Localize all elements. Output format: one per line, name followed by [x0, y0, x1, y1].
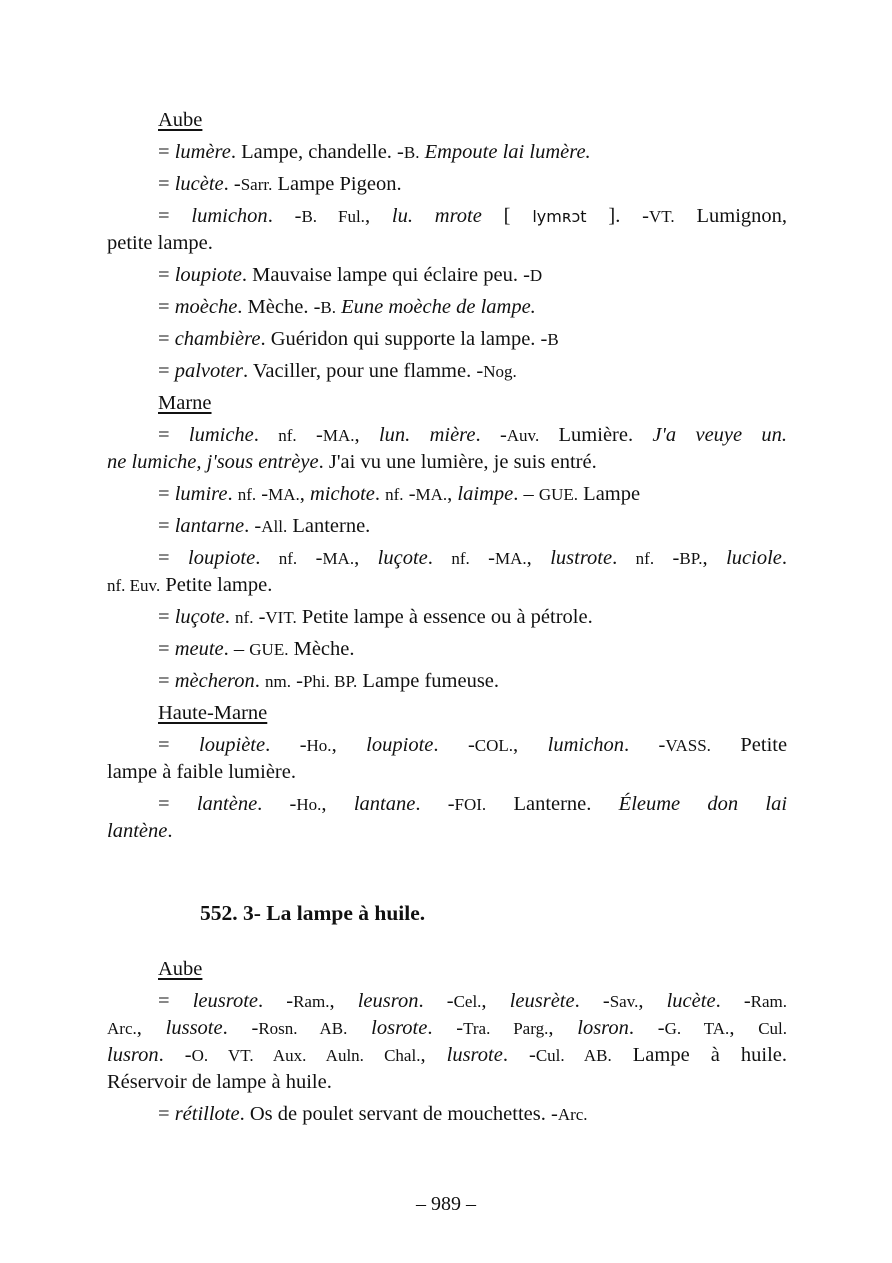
entries-bottom: [107, 955, 787, 1132]
source-abbr: VT.: [649, 207, 675, 226]
headword: lucète: [666, 990, 716, 1012]
headword: chambière: [174, 328, 261, 350]
source-abbr: Ram.: [293, 992, 330, 1011]
headword: laimpe: [457, 483, 514, 505]
source-abbr: O. VT. Aux. Auln. Chal.: [191, 1046, 421, 1065]
source-abbr: MA.: [268, 485, 300, 504]
entry-palvoter: = palvoter. Vaciller, pour une flamme. -Nog.: [158, 360, 517, 382]
entry-loupiete-cont: lampe à faible lumière.: [107, 761, 296, 783]
entry-moeche: = moèche. Mèche. -B. Eune moèche de lampe.: [158, 296, 536, 318]
headword: leusrote: [192, 990, 258, 1012]
source-abbr: Arc.: [557, 1105, 588, 1124]
source-abbr: COL.: [474, 736, 514, 755]
source-abbr: B: [547, 330, 559, 349]
gender-abbr: nf.: [451, 549, 470, 568]
entry-loupiote-2-cont: nf. Euv. Petite lampe.: [107, 574, 273, 596]
entry-loupiete: = loupiète. -Ho., loupiote. -COL., lumichon. -VASS. Petite: [158, 734, 788, 756]
headword: palvoter: [174, 360, 244, 382]
headword: lustrote: [550, 547, 613, 569]
source-abbr: Sav.: [609, 992, 639, 1011]
source-abbr: GUE.: [538, 485, 579, 504]
headword: mècheron: [174, 670, 255, 692]
headword: lumiche: [188, 424, 254, 446]
headword: loupiote: [174, 264, 242, 286]
entry-lumiche-cont: ne lumiche, j'sous entrèye. J'ai vu une lumière, je suis entré.: [107, 451, 597, 473]
entry-lantene: = lantène. -Ho., lantane. -FOI. Lanterne. Éleume don lai: [158, 793, 788, 815]
source-abbr: VASS.: [665, 736, 711, 755]
headword: lumichon: [547, 734, 624, 756]
headword: loupiote: [188, 547, 256, 569]
entry-lucete: = lucète. -Sarr. Lampe Pigeon.: [158, 173, 402, 195]
source-abbr: FOI.: [454, 795, 487, 814]
entry-lumere: = lumère. Lampe, chandelle. -B. Empoute lai lumère.: [158, 141, 591, 163]
example: Eune moèche de lampe.: [341, 296, 536, 318]
source-abbr: Rosn. AB.: [258, 1019, 348, 1038]
headword: lantarne: [174, 515, 245, 537]
section-heading-552: 552. 3- La lampe à huile.: [200, 901, 426, 925]
source-abbr: G. TA.: [664, 1019, 730, 1038]
headword: lumère: [174, 141, 231, 163]
headword: losron: [577, 1017, 629, 1039]
section-title: Aube: [158, 109, 203, 131]
source-abbr: B. Ful.: [301, 207, 365, 226]
example: Éleume don lai: [618, 793, 788, 815]
headword: lucète: [174, 173, 224, 195]
example: Empoute lai lumère.: [424, 141, 591, 163]
headword: luciole: [726, 547, 782, 569]
source-abbr: D: [529, 266, 543, 285]
source-abbr: Ram.: [750, 992, 788, 1011]
entries-top: [107, 106, 787, 849]
source-abbr: Tra. Parg.: [463, 1019, 549, 1038]
headword: losrote: [371, 1017, 428, 1039]
source-abbr: Nog.: [483, 362, 517, 381]
section-heading-aube: [107, 106, 787, 138]
source-abbr: GUE.: [249, 640, 289, 659]
entry-lumire: = lumire. nf. -MA., michote. nf. -MA., laimpe. – GUE. Lampe: [158, 483, 641, 505]
headword: lantane: [353, 793, 416, 815]
headword: rétillote: [174, 1103, 240, 1125]
headword: loupiète: [199, 734, 266, 756]
headword: lu. mrote: [391, 205, 482, 227]
entry-lumichon-cont: petite lampe.: [107, 232, 213, 254]
headword: lusrote: [446, 1044, 503, 1066]
gender-abbr: nf.: [385, 485, 404, 504]
source-abbr: Sarr.: [240, 175, 273, 194]
source-abbr: Cel.: [453, 992, 482, 1011]
gender-abbr: nf.: [237, 485, 257, 504]
headword: leusron: [357, 990, 419, 1012]
entry-loupiote-2: = loupiote. nf. -MA., luçote. nf. -MA., lustrote. nf. -BP., luciole.: [158, 547, 788, 569]
entry-retillote: = rétillote. Os de poulet servant de mouchettes. -Arc.: [158, 1103, 588, 1125]
source-abbr: All.: [261, 517, 288, 536]
source-abbr: Cul. AB.: [535, 1046, 612, 1065]
headword: lussote: [165, 1017, 223, 1039]
entry-leusrote-l3: lusron. -O. VT. Aux. Auln. Chal., lusrote. -Cul. AB. Lampe à huile.: [107, 1044, 787, 1066]
section-title: Marne: [158, 392, 212, 414]
headword: lun. mière: [378, 424, 476, 446]
example: J'a veuye un.: [652, 424, 788, 446]
source-abbr: MA.: [415, 485, 448, 504]
entry-lantene-cont: lantène.: [107, 820, 173, 842]
example: ne lumiche, j'sous entrèye: [107, 451, 319, 473]
headword: leusrète: [509, 990, 575, 1012]
section-title: Haute-Marne: [158, 702, 268, 724]
section-heading-marne: [107, 389, 787, 421]
section-heading-haute-marne: [107, 699, 787, 731]
source-abbr: MA.: [322, 426, 355, 445]
page-number: – 989 –: [416, 1193, 476, 1215]
source-abbr: BP.: [679, 549, 703, 568]
headword: michote: [309, 483, 375, 505]
headword: lumire: [174, 483, 228, 505]
gender-abbr: nf.: [635, 549, 655, 568]
source-abbr: B.: [320, 298, 336, 317]
phonetic: lymʀɔt: [532, 207, 587, 226]
source-abbr: MA.: [322, 549, 355, 568]
headword: luçote: [174, 606, 225, 628]
entry-loupiote: = loupiote. Mauvaise lampe qui éclaire peu. -D: [158, 264, 543, 286]
entry-lantarne: = lantarne. -All. Lanterne.: [158, 515, 371, 537]
gender-abbr: nf.: [278, 549, 298, 568]
headword: lusron: [107, 1044, 159, 1066]
entry-mecheron: = mècheron. nm. -Phi. BP. Lampe fumeuse.: [158, 670, 500, 692]
entry-chambiere: = chambière. Guéridon qui supporte la lampe. -B: [158, 328, 559, 350]
headword: moèche: [174, 296, 238, 318]
entry-meute: = meute. – GUE. Mèche.: [158, 638, 355, 660]
headword: loupiote: [366, 734, 434, 756]
entry-lucote: = luçote. nf. -VIT. Petite lampe à essence ou à pétrole.: [158, 606, 593, 628]
entry-lumiche: = lumiche. nf. -MA., lun. mière. -Auv. Lumière. J'a veuye un.: [158, 424, 788, 446]
headword: luçote: [377, 547, 428, 569]
headword: meute: [174, 638, 224, 660]
section-heading-aube-2: [107, 955, 787, 987]
source-abbr: Cul.: [758, 1019, 788, 1038]
section-title: Aube: [158, 958, 203, 980]
entry-leusrote-l1: = leusrote. -Ram., leusron. -Cel., leusrète. -Sav., lucète. -Ram.: [158, 990, 788, 1012]
entry-lumichon: = lumichon. -B. Ful., lu. mrote [ lymʀɔt ]. -VT. Lumignon,: [158, 205, 788, 227]
source-abbr: Ho.: [306, 736, 332, 755]
gender-abbr: nf.: [278, 426, 297, 445]
source-abbr: B.: [403, 143, 420, 162]
source-abbr: Ho.: [296, 795, 322, 814]
gender-abbr: nf.: [235, 608, 254, 627]
gender-abbr: nm.: [265, 672, 291, 691]
source-abbr: Arc.: [107, 1019, 137, 1038]
gender-abbr: nf. Euv.: [107, 576, 161, 595]
source-abbr: MA.: [495, 549, 527, 568]
entry-leusrote-l2: Arc., lussote. -Rosn. AB. losrote. -Tra. Parg., losron. -G. TA., Cul.: [107, 1017, 788, 1039]
example: lantène: [107, 820, 168, 842]
headword: lumichon: [191, 205, 268, 227]
source-abbr: Auv.: [506, 426, 540, 445]
source-abbr: VIT.: [265, 608, 297, 627]
entry-leusrote-l4: Réservoir de lampe à huile.: [107, 1071, 332, 1093]
source-abbr: Phi. BP.: [302, 672, 358, 691]
headword: lantène: [196, 793, 258, 815]
